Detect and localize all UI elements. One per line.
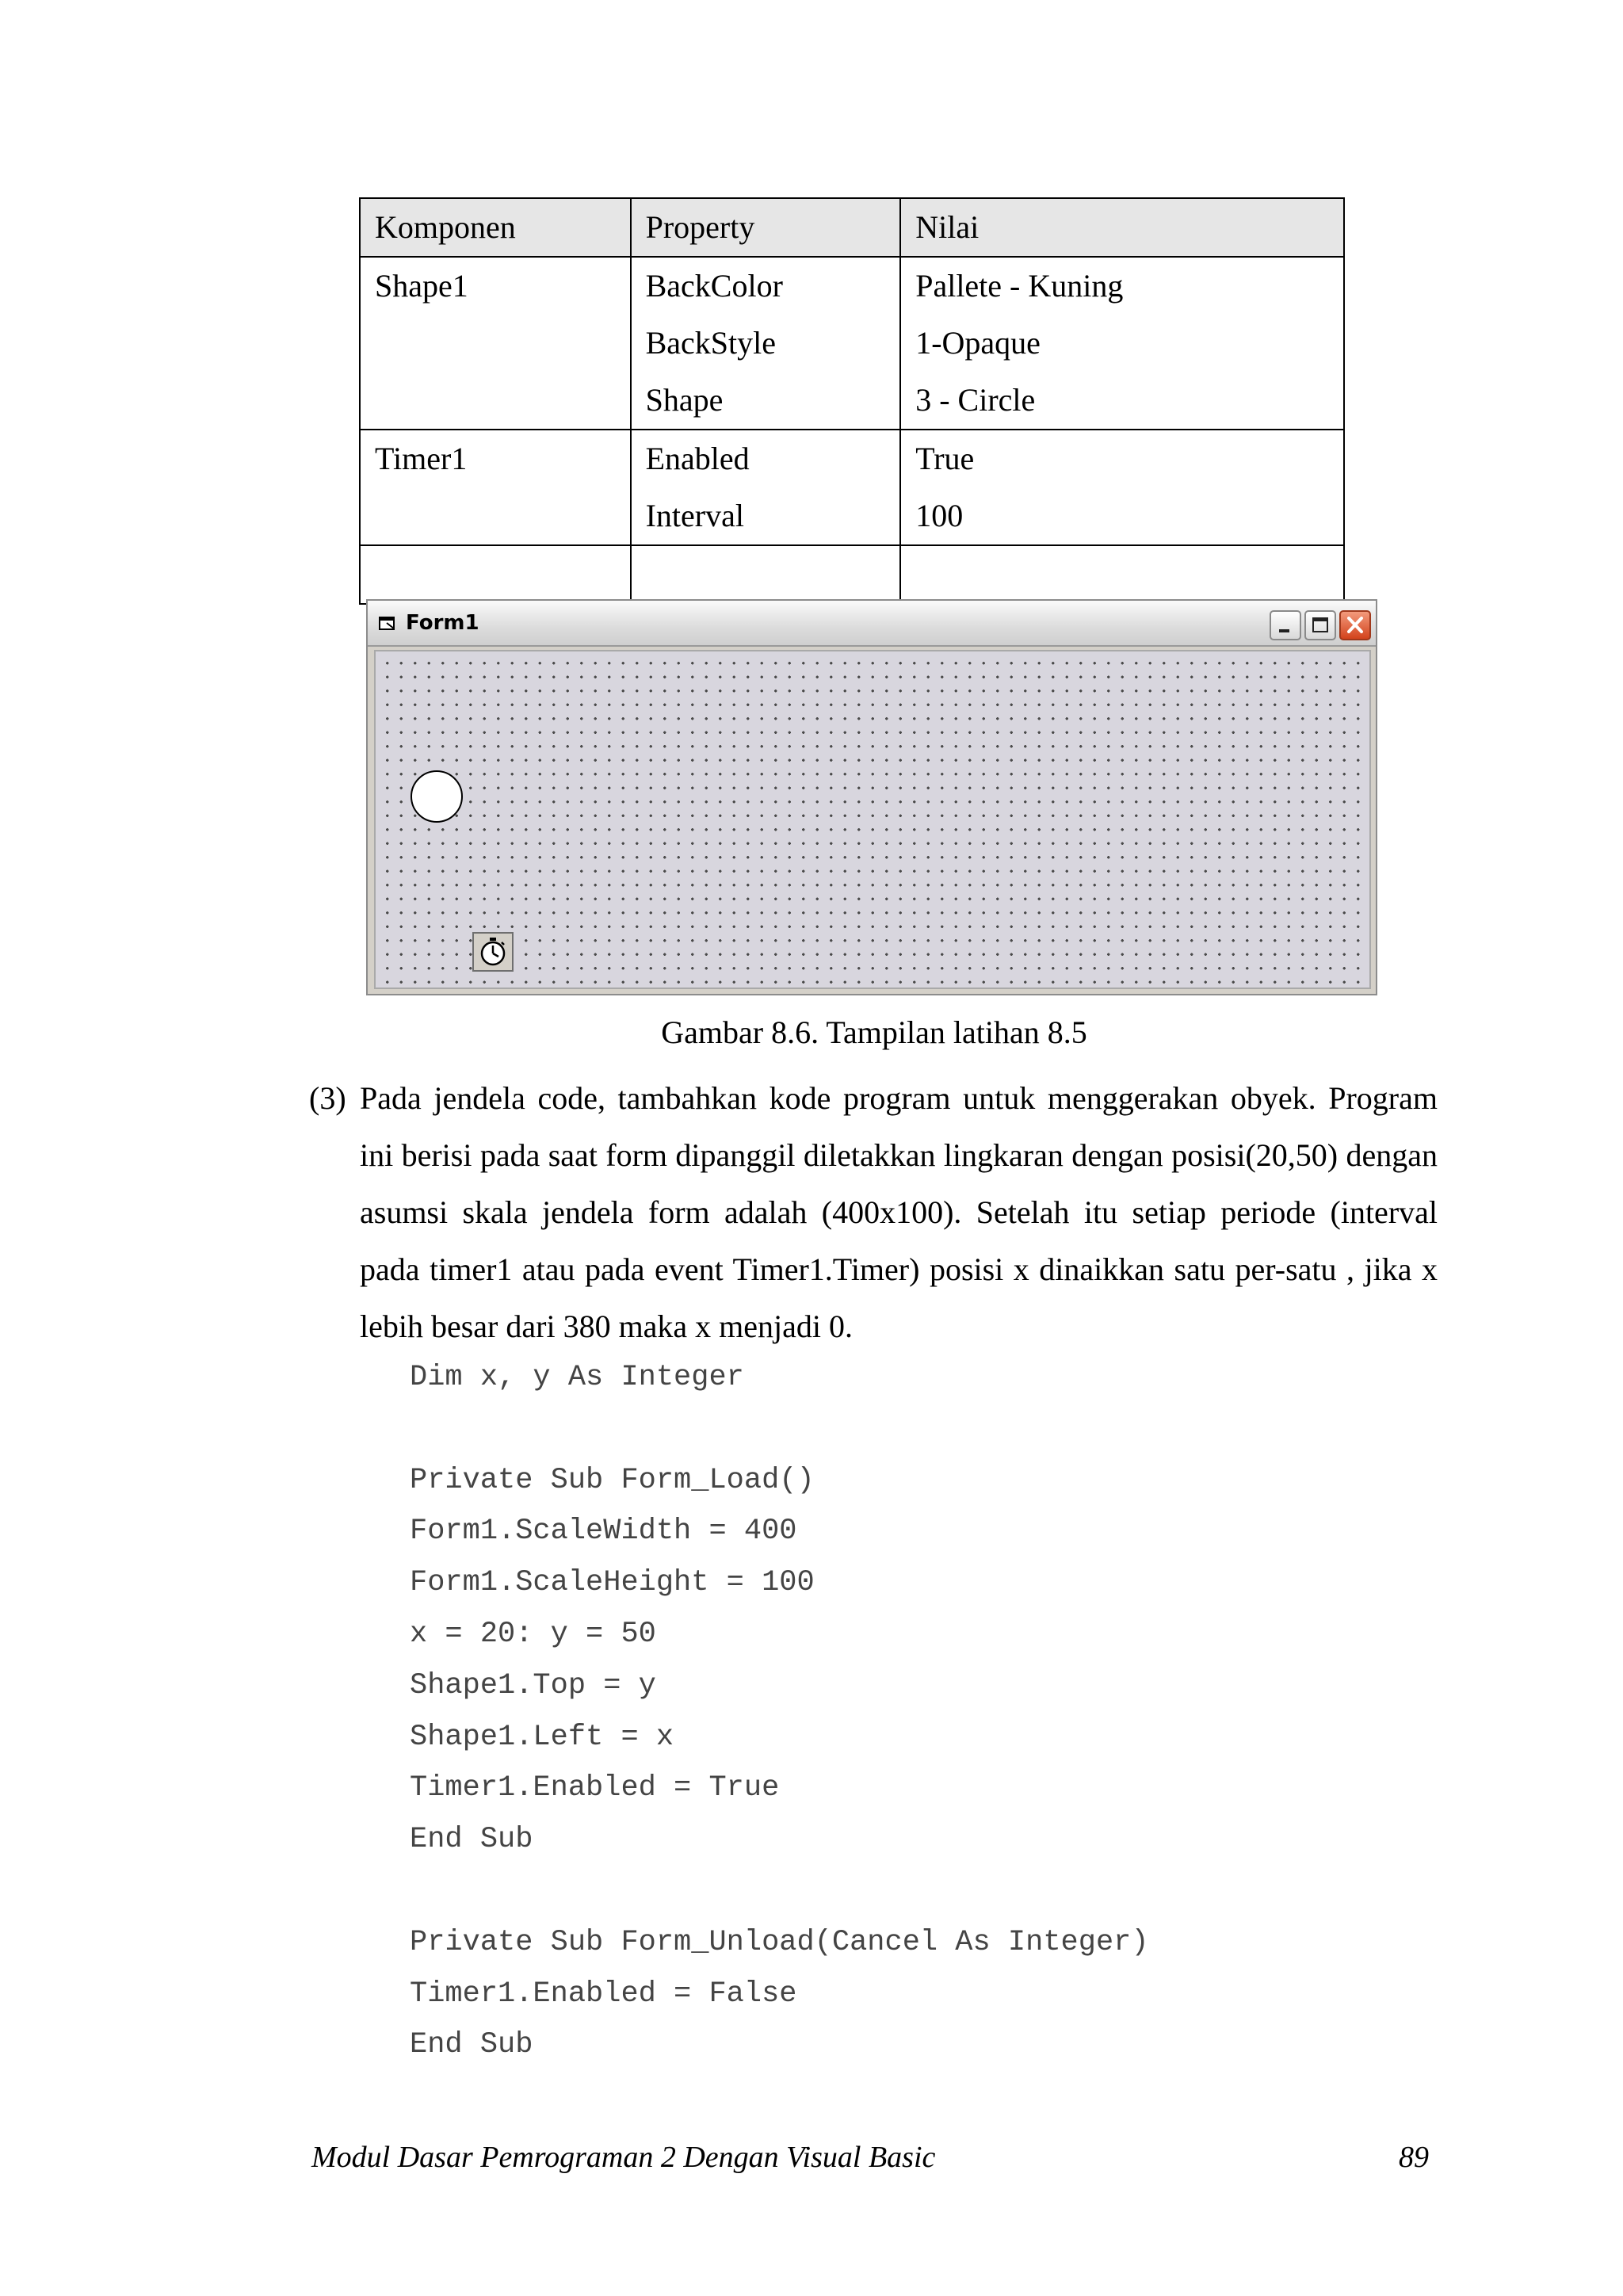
table-row-empty [360,545,1344,604]
stopwatch-icon [477,936,509,968]
footer-title: Modul Dasar Pemrograman 2 Dengan Visual Basic [311,2141,936,2174]
table-row [360,430,1344,545]
property-table [359,197,1345,605]
code-line: Private Sub Form_Unload(Cancel As Integer) [410,1925,1149,1959]
figure-caption: Gambar 8.6. Tampilan latihan 8.5 [661,1014,1087,1050]
maximize-icon [1306,612,1335,639]
minimize-button[interactable] [1270,610,1301,640]
timer1-control[interactable] [472,932,514,972]
cell-properties: Enabled Interval [631,430,901,545]
page-number: 89 [1399,2141,1429,2174]
header-komponen: Komponen [360,198,631,257]
code-line: Form1.ScaleWidth = 400 [410,1515,797,1549]
paragraph-text: Pada jendela code, tambahkan kode program untuk menggerakan obyek. Program ini berisi pada saat form dipanggil diletakkan lingkaran dengan posisi(20,50) dengan asumsi skala jendela form adalah (400x100). Setelah itu setiap periode (interval pada timer1 atau pada event Timer1.Timer) posisi x dinaikkan satu per-satu , jika x lebih besar dari 380 maka x menjadi 0. [360,1080,1438,1344]
header-property: Property [631,198,901,257]
header-nilai: Nilai [900,198,1344,257]
step-number: (3) [309,1080,346,1116]
shape1-circle[interactable] [411,770,463,823]
close-icon [1341,612,1369,639]
form1-window [366,599,1377,995]
minimize-icon [1271,612,1300,639]
title-bar[interactable] [368,601,1376,647]
cell-component: Timer1 [360,430,631,545]
code-line: Shape1.Top = y [410,1668,656,1702]
cell-values: True 100 [900,430,1344,545]
code-line [410,1866,1149,1917]
code-line: Timer1.Enabled = True [410,1771,780,1805]
code-line: Dim x, y As Integer [410,1361,744,1394]
cell-properties: BackColor BackStyle Shape [631,257,901,430]
code-block [410,1352,1149,2071]
cell-values: Pallete - Kuning 1-Opaque 3 - Circle [900,257,1344,430]
code-line: x = 20: y = 50 [410,1617,656,1651]
form-design-grid[interactable] [374,650,1371,989]
code-line: Shape1.Left = x [410,1720,674,1754]
code-line: End Sub [410,1823,533,1857]
window-title: Form1 [406,611,479,635]
table-row [360,257,1344,430]
code-line: End Sub [410,2028,533,2062]
code-line: Timer1.Enabled = False [410,1977,797,2011]
cell-component: Shape1 [360,257,631,430]
close-button[interactable] [1339,610,1371,640]
code-line: Private Sub Form_Load() [410,1463,815,1497]
form-icon [379,615,396,631]
code-line [410,1404,1149,1455]
table-header-row [360,198,1344,257]
code-line: Form1.ScaleHeight = 100 [410,1566,815,1600]
maximize-button[interactable] [1304,610,1336,640]
